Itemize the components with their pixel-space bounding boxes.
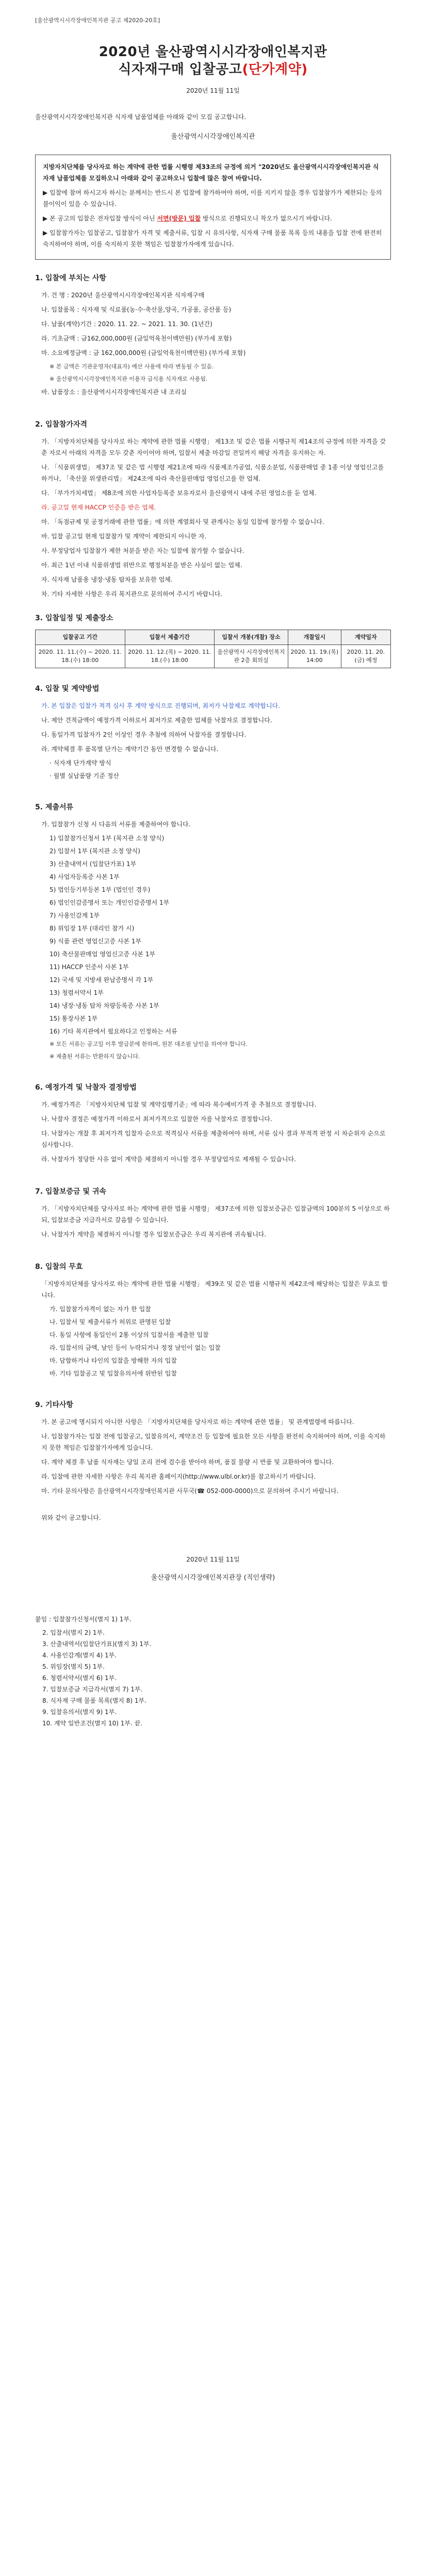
sec4-item: 나. 제안 견적금액이 예정가격 이하로서 최저가로 제출한 업체를 낙찰자로 결정합니다. (41, 717, 272, 724)
schedule-header-cell: 계약일자 (341, 630, 390, 645)
sec5-item: 15) 통장사본 1부 (50, 1015, 98, 1022)
schedule-cell: 2020. 11. 20.(금) 예정 (341, 645, 390, 668)
sec1-item: 마. 소요예정금액 : 금 162,000,000원 (금일억육천이백만원) (부가세 포함) (41, 349, 246, 357)
schedule-header-cell: 입찰서 개봉(개찰) 장소 (215, 630, 288, 645)
sec1-note: ※ 울산광역시시각장애인복지관 이용자 급식용 식자재로 사용됨. (50, 376, 208, 382)
attachment-item: 7. 입찰보증금 지급각서(별지 7) 1부. (42, 1686, 143, 1693)
sec4-bullet: · 월별 실납품량 기준 정산 (50, 772, 119, 779)
sec1-note: ※ 본 금액은 기관운영자(대표자) 예산 사용에 따라 변동될 수 있음. (50, 363, 214, 370)
sec5-item: 16) 기타 복지관에서 필요하다고 인정하는 서류 (50, 1028, 177, 1035)
sec2-item: 바. 입찰 공고일 현재 입찰참가 및 계약이 제한되지 아니한 자. (41, 533, 207, 540)
footer-signature: 울산광역시시각장애인복지관장 (직인생략) (151, 1574, 275, 1582)
attachment-item: 8. 식자재 구매 물품 목록(별지 8) 1부. (42, 1697, 146, 1704)
sec8-item: 라. 입찰서의 금액, 날인 등이 누락되거나 정정 날인이 없는 입찰 (50, 1344, 221, 1351)
section-8-title: 8. 입찰의 무효 (35, 1263, 83, 1271)
sec1-item: 라. 기초금액 : 금162,000,000원 (금일억육천이백만원) (부가세 포함) (41, 335, 232, 342)
notice-box-p2: ▶ 입찰에 참여 하시고자 하시는 분께서는 반드시 본 입찰에 참가하여야 하며, 이를 지키지 않을 경우 입찰참가가 제한되는 등의 불이익이 있을 수 있습니다. (43, 189, 382, 208)
attachments-title: 붙임 : 입찰참가신청서(별지 1) 1부. (35, 1616, 132, 1623)
attachment-item: 3. 산출내역서(입찰단가표)(별지 3) 1부. (42, 1640, 152, 1648)
sec7-item: 나. 낙찰자가 계약을 체결하지 아니할 경우 입찰보증금은 우리 복지관에 귀속됩니다. (41, 1231, 267, 1238)
notice-box-p4: ▶ 입찰참가자는 입찰공고, 입찰참가 자격 및 제출서류, 입찰 시 유의사항, 식자재 구매 물품 목록 등의 내용을 입찰 전에 완전히 숙지하여야 하며, 이를 숙지하지 못한 책임은 입찰참가자에게 있습니다. (43, 229, 382, 248)
sec5-item: 14) 냉장·냉동 탑차 차량등록증 사본 1부 (50, 1002, 159, 1009)
sec9-item: 라. 입찰에 관한 자세한 사항은 우리 복지관 홈페이지(http://www.ulbl.or.kr)를 참고하시기 바랍니다. (41, 1473, 316, 1480)
sec5-item: 8) 위임장 1부 (대리인 참가 시) (50, 925, 135, 932)
sec5-item: 9) 식품 관련 영업신고증 사본 1부 (50, 938, 142, 945)
title-main: 식자재구매 입찰공고 (118, 62, 242, 77)
schedule-header-cell: 입찰서 제출기간 (125, 630, 215, 645)
section-9-title: 9. 기타사항 (35, 1401, 74, 1409)
sec5-item: 3) 산출내역서 (입찰단가표) 1부 (50, 860, 137, 868)
sec5-note: ※ 제출된 서류는 반환하지 않습니다. (50, 1053, 140, 1060)
closing-text: 위와 같이 공고합니다. (41, 1514, 101, 1521)
attachment-item: 9. 입찰유의서(별지 9) 1부. (42, 1708, 117, 1716)
schedule-header-cell: 개찰일시 (288, 630, 341, 645)
title-tag: (단가계약) (242, 62, 308, 77)
notice-title (35, 43, 391, 78)
section-6-title: 6. 예정가격 및 낙찰자 결정방법 (35, 1083, 137, 1092)
sec7-item: 가. 「지방자치단체를 당사자로 하는 계약에 관한 법률 시행령」 제37조에 의한 입찰보증금은 입찰금액의 100분의 5 이상으로 하되, 입찰보증금 지급각서로 갈음할 수 있습니다. (41, 1205, 390, 1224)
section-2-title: 2. 입찰참가자격 (35, 420, 88, 429)
sec8-intro: 「지방자치단체를 당사자로 하는 계약에 관한 법률 시행령」 제39조 및 같은 법률 시행규칙 제42조에 해당하는 입찰은 무효로 합니다. (41, 1280, 388, 1299)
schedule-cell: 2020. 11. 12.(목) ~ 2020. 11. 18.(수) 18:00 (125, 645, 215, 668)
sec9-item: 마. 기타 문의사항은 울산광역시시각장애인복지관 사무국(☎ 052-000-0000)으로 문의하여 주시기 바랍니다. (41, 1487, 339, 1495)
sec2-item: 마. 「독점규제 및 공정거래에 관한 법률」에 의한 계열회사 및 관계사는 동일 입찰에 참가할 수 없습니다. (41, 518, 324, 526)
sec2-item: 사. 부정당업자 입찰참가 제한 처분을 받은 자는 입찰에 참가할 수 없습니다. (41, 547, 244, 554)
sec8-item: 다. 동일 사항에 동일인이 2통 이상의 입찰서를 제출한 입찰 (50, 1331, 209, 1338)
sec8-item: 가. 입찰참가자격이 없는 자가 한 입찰 (50, 1306, 151, 1313)
sec1-item: 나. 입찰품목 : 식자재 및 식료품(농·수·축산물,양곡, 가공품, 공산품 등) (41, 306, 232, 313)
schedule-cell: 2020. 11. 19.(목) 14:00 (288, 645, 341, 668)
sec2-item: 라. 공고일 현재 HACCP 인증을 받은 업체. (41, 504, 156, 511)
sec8-item: 나. 입찰서 및 제출서류가 허위로 판명된 입찰 (50, 1318, 171, 1326)
sec2-item: 자. 식자재 납품용 냉장·냉동 탑차를 보유한 업체. (41, 576, 173, 583)
title-prefix: 2020년 울산광역시시각장애인복지관 (99, 44, 327, 60)
sec4-item: 라. 계약체결 후 품목별 단가는 계약기간 동안 변경할 수 없습니다. (41, 745, 219, 753)
sec6-item: 다. 낙찰자는 개찰 후 최저가격 입찰자 순으로 적격심사 서류를 제출하여야 하며, 서류 심사 결과 부적격 판정 시 차순위자 순으로 심사합니다. (41, 1130, 386, 1148)
schedule-header-row (36, 630, 391, 645)
footer-date: 2020년 11월 11일 (186, 1556, 240, 1563)
sec5-item: 2) 입찰서 1부 (복지관 소정 양식) (50, 848, 140, 855)
attachment-item: 2. 입찰서(별지 2) 1부. (42, 1629, 105, 1636)
sec8-item: 마. 담합하거나 타인의 입찰을 방해한 자의 입찰 (50, 1357, 177, 1364)
schedule-table (35, 630, 391, 668)
sec1-item: 다. 납품(계약)기간 : 2020. 11. 22. ~ 2021. 11. 30. (1년간) (41, 320, 212, 328)
sec4-item: 다. 동일가격 입찰자가 2인 이상인 경우 추첨에 의하여 낙찰자를 결정합니다. (41, 731, 247, 738)
sec5-item: 4) 사업자등록증 사본 1부 (50, 873, 120, 880)
sec8-item: 바. 기타 입찰공고 및 입찰유의서에 위반된 입찰 (50, 1370, 177, 1377)
sec4-bullet: · 식자재 단가계약 방식 (50, 759, 111, 767)
section-3-title: 3. 입찰일정 및 제출장소 (35, 614, 113, 622)
sec5-intro: 가. 입찰참가 신청 시 다음의 서류를 제출하여야 합니다. (41, 821, 191, 828)
section-1-title: 1. 입찰에 부치는 사항 (35, 274, 106, 282)
sec2-item: 나. 「식품위생법」 제37조 및 같은 법 시행령 제21조에 따라 식품제조가공업, 식품소분업, 식품판매업 중 1종 이상 영업신고를 하거나, 「축산물 위생관리법」 제24조에 따라 축산물판매업 영업신고를 한 업체. (41, 464, 384, 482)
attachment-item: 6. 청렴서약서(별지 6) 1부. (42, 1674, 117, 1682)
notice-serial: [울산광역시시각장애인복지관 공고 제2020-20호] (35, 17, 160, 24)
attachment-item: 4. 사용인감계(별지 4) 1부. (42, 1652, 117, 1659)
schedule-header-cell: 입찰공고 기간 (36, 630, 125, 645)
sec5-item: 1) 입찰참가신청서 1부 (복지관 소정 양식) (50, 835, 165, 842)
notice-box-p3: ▶ 본 공고의 입찰은 전자입찰 방식이 아닌 서면(방문) 입찰 방식으로 진행되오니 착오가 없으시기 바랍니다. (43, 215, 332, 222)
sec6-item: 나. 낙찰자 결정은 예정가격 이하로서 최저가격으로 입찰한 자를 낙찰자로 결정합니다. (41, 1115, 272, 1123)
sec5-item: 10) 축산물판매업 영업신고증 사본 1부 (50, 951, 156, 958)
notice-box-p1: 지방자치단체를 당사자로 하는 계약에 관한 법률 시행령 제33조의 규정에 의거 "2020년도 울산광역시시각장애인복지관 식자재 납품업체를 모집하오니 아래와 같이 공고하오니 입찰에 많은 참여 바랍니다. (43, 163, 379, 182)
sec6-item: 라. 낙찰자가 정당한 사유 없이 계약을 체결하지 아니할 경우 부정당업자로 제재될 수 있습니다. (41, 1156, 296, 1163)
sec5-item: 12) 국세 및 지방세 완납증명서 각 1부 (50, 976, 154, 984)
org-signature: 울산광역시시각장애인복지관 (171, 133, 255, 141)
sec9-item: 나. 입찰참가자는 입찰 전에 입찰공고, 입찰유의서, 계약조건 등 입찰에 필요한 모든 사항을 완전히 숙지하여야 하며, 이를 숙지하지 못한 책임은 입찰참가자에게 있습니다. (41, 1433, 386, 1451)
sec5-note: ※ 모든 서류는 공고일 이후 발급분에 한하며, 원본 대조필 날인을 하여야 합니다. (50, 1041, 248, 1047)
sec2-item: 다. 「부가가치세법」 제8조에 의한 사업자등록증 보유자로서 울산광역시 내에 주된 영업소를 둔 업체. (41, 489, 317, 497)
schedule-cell: 2020. 11. 11.(수) ~ 2020. 11. 18.(수) 18:00 (36, 645, 125, 668)
attachment-item: 10. 계약 일반조건(별지 10) 1부. 끝. (42, 1720, 142, 1727)
title-date: 2020년 11월 11일 (186, 87, 240, 94)
sec9-item: 다. 계약 체결 후 납품 식자재는 당일 조리 전에 검수를 받아야 하며, 품질 불량 시 반품 및 교환하여야 합니다. (41, 1459, 334, 1466)
notice-box (35, 155, 391, 260)
sec5-item: 7) 사용인감계 1부 (50, 912, 100, 919)
intro-text: 울산광역시시각장애인복지관 식자재 납품업체를 아래와 같이 모집 공고합니다. (35, 113, 247, 121)
table-row (36, 645, 391, 668)
sec2-item: 차. 기타 자세한 사항은 우리 복지관으로 문의하여 주시기 바랍니다. (41, 590, 223, 598)
sec5-item: 13) 청렴서약서 1부 (50, 989, 104, 996)
sec9-item: 가. 본 공고에 명시되지 아니한 사항은 「지방자치단체를 당사자로 하는 계약에 관한 법률」 및 관계법령에 따릅니다. (41, 1418, 354, 1426)
sec5-item: 6) 법인인감증명서 또는 개인인감증명서 1부 (50, 899, 170, 906)
schedule-cell: 울산광역시 시각장애인복지관 2층 회의실 (215, 645, 288, 668)
section-4-title: 4. 입찰 및 계약방법 (35, 685, 100, 693)
sec5-item: 5) 법인등기부등본 1부 (법인인 경우) (50, 886, 151, 893)
sec6-item: 가. 예정가격은 「지방자치단체 입찰 및 계약집행기준」에 따라 복수예비가격 중 추첨으로 결정합니다. (41, 1101, 317, 1108)
sec2-item: 아. 최근 1년 이내 식품위생법 위반으로 행정처분을 받은 사실이 없는 업체. (41, 562, 242, 569)
sec5-item: 11) HACCP 인증서 사본 1부 (50, 963, 129, 971)
sec1-item: 가. 건 명 : 2020년 울산광역시시각장애인복지관 식자재구매 (41, 292, 205, 299)
section-7-title: 7. 입찰보증금 및 귀속 (35, 1188, 106, 1196)
sec2-item: 가. 「지방자치단체를 당사자로 하는 계약에 관한 법률 시행령」 제13조 및 같은 법률 시행규칙 제14조의 규정에 의한 자격을 갖춘 자로서 아래의 자격을 모두 갖춘 자이어야 하며, 입찰서 제출 마감일 전일까지 해당 자격을 유지하는 자. (41, 438, 386, 456)
attachment-item: 5. 위임장(별지 5) 1부. (42, 1663, 105, 1670)
section-5-title: 5. 제출서류 (35, 803, 74, 811)
sec4-item: 가. 본 입찰은 입찰가 적격 심사 후 계약 방식으로 진행되며, 최저가 낙찰제로 계약합니다. (41, 702, 280, 709)
sec1-item: 바. 납품장소 : 울산광역시시각장애인복지관 내 조리실 (41, 388, 187, 396)
